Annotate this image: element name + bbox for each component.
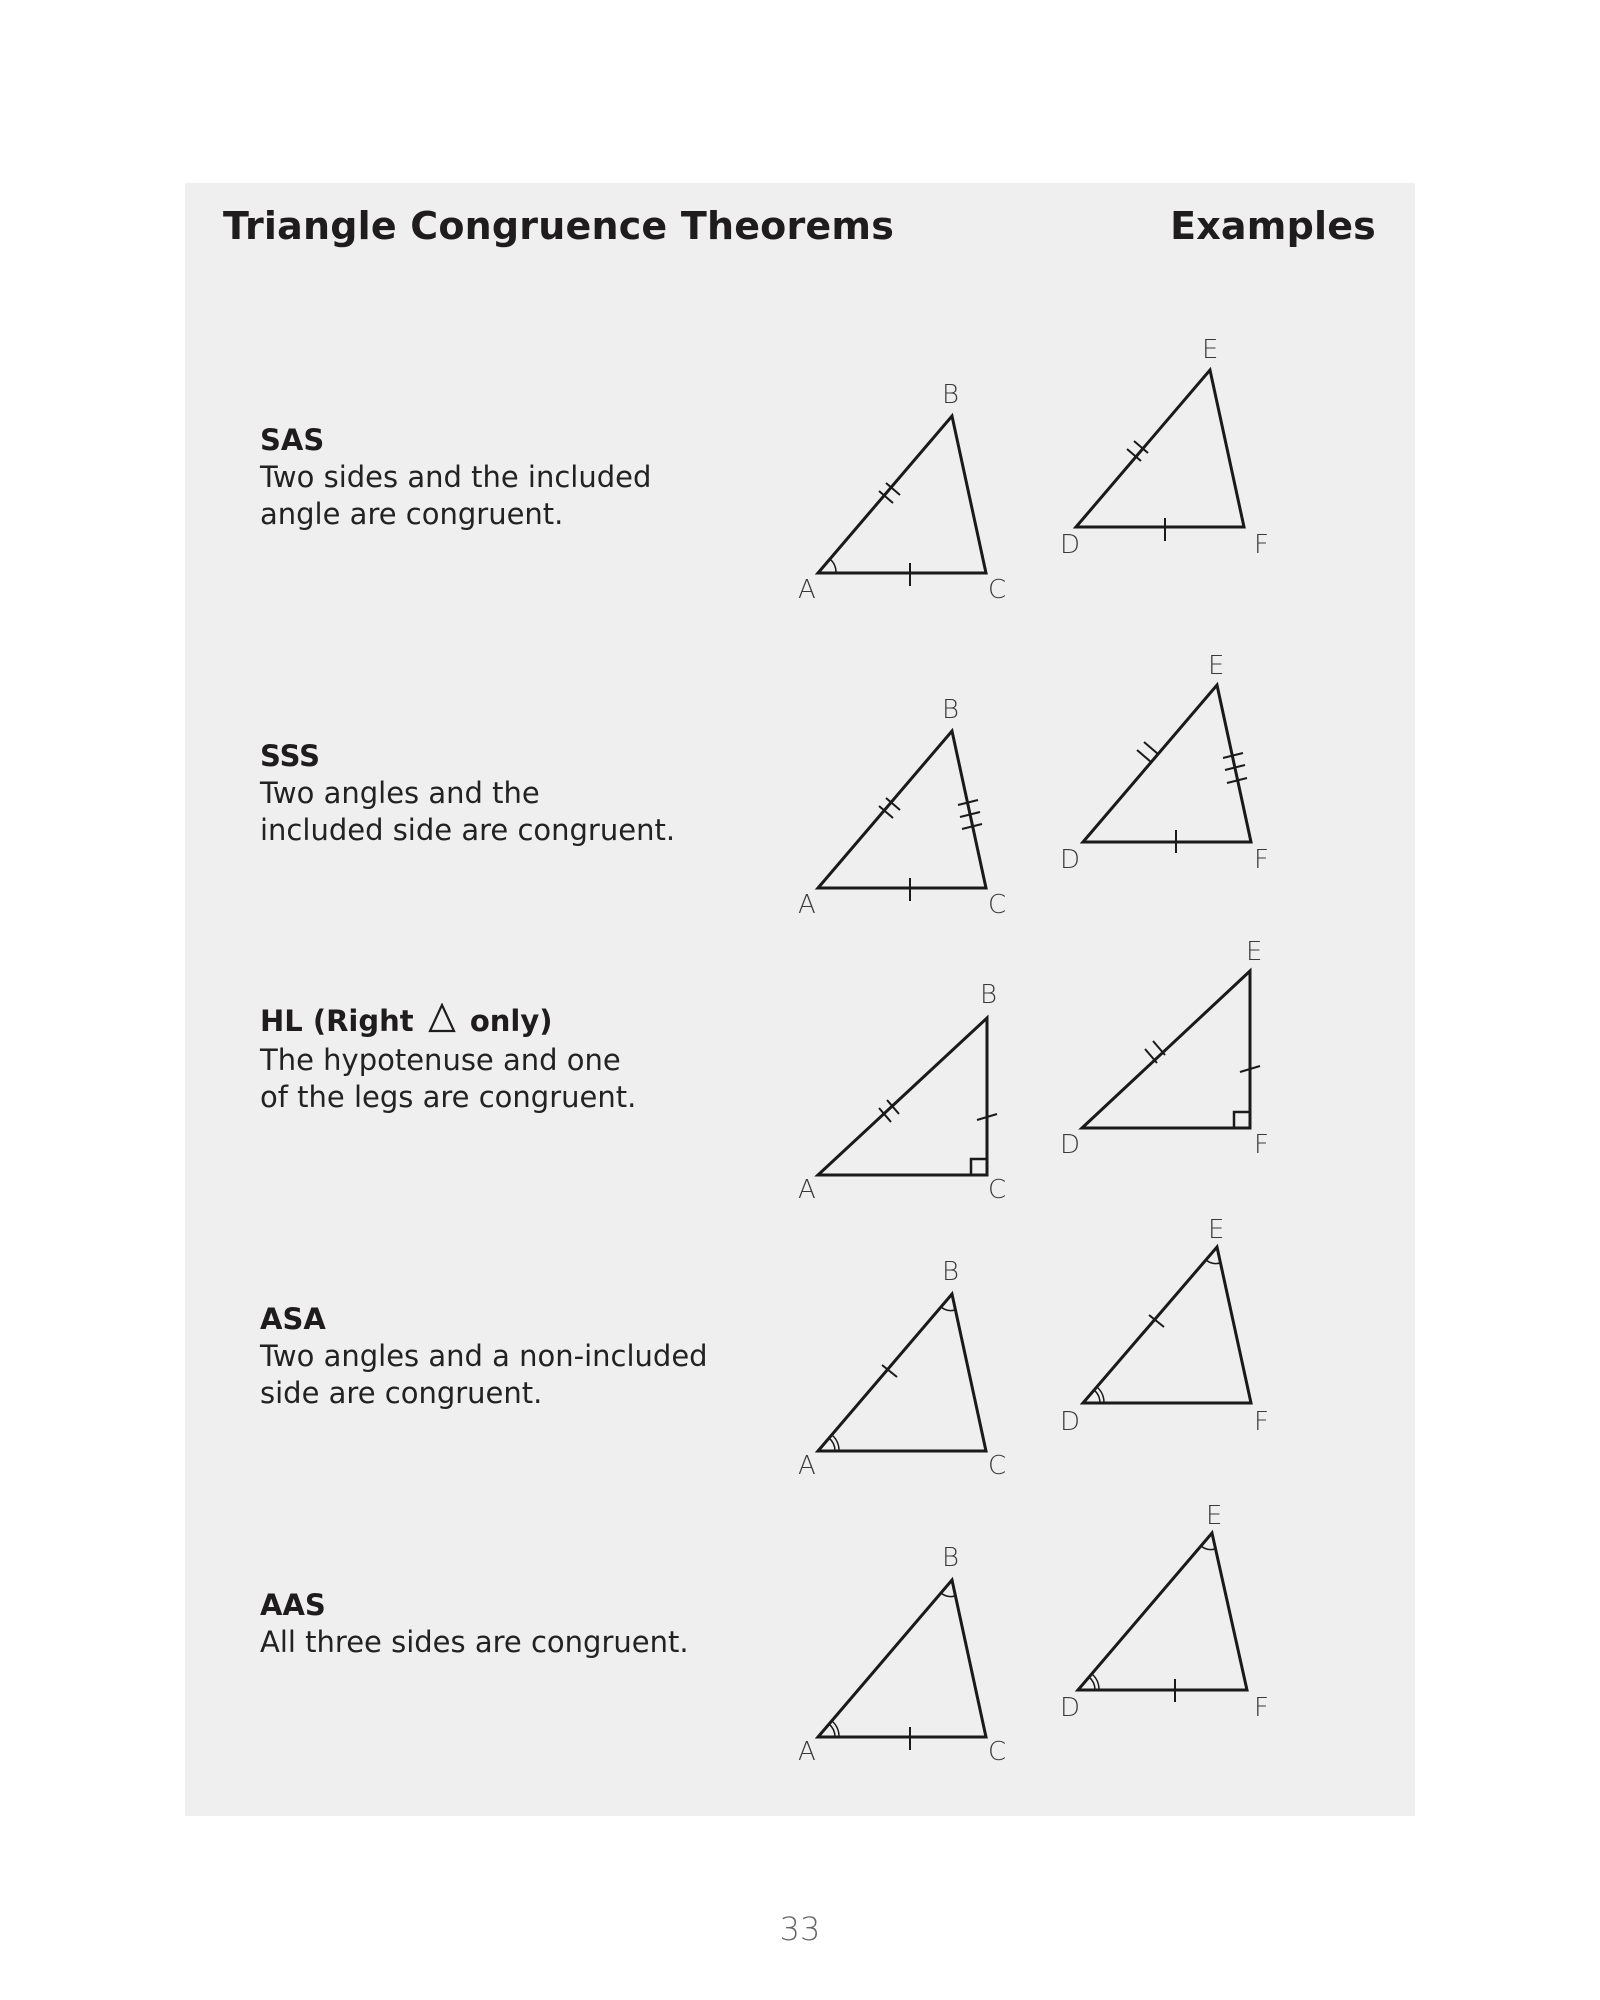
vertex-label-b: B <box>942 380 960 410</box>
vertex-label-a: A <box>798 1175 816 1205</box>
theorem-name-prefix: HL (Right <box>260 1004 414 1038</box>
vertex-label-c: C <box>988 1737 1007 1767</box>
vertex-label-d: D <box>1060 1130 1081 1160</box>
vertex-label-d: D <box>1060 1407 1081 1437</box>
vertex-label-f: F <box>1254 1693 1269 1723</box>
triangle-abc-sas <box>818 416 986 586</box>
theorem-desc-line: All three sides are congruent. <box>260 1625 689 1659</box>
vertex-label-b: B <box>942 1543 960 1573</box>
triangle-def-hl <box>1082 971 1260 1128</box>
triangle-def-aas <box>1078 1533 1247 1702</box>
vertex-label-c: C <box>988 1175 1007 1205</box>
theorem-desc-line: Two sides and the included <box>260 460 652 494</box>
vertex-label-e: E <box>1206 1501 1223 1531</box>
page-number: 33 <box>779 1910 821 1948</box>
vertex-label-e: E <box>1246 937 1263 967</box>
vertex-label-a: A <box>798 1737 816 1767</box>
theorem-name: SSS <box>260 739 321 773</box>
vertex-label-e: E <box>1202 335 1219 365</box>
vertex-label-d: D <box>1060 845 1081 875</box>
examples-heading: Examples <box>1170 204 1376 248</box>
vertex-label-a: A <box>798 575 816 605</box>
theorem-desc-line: Two angles and a non-included <box>260 1339 708 1373</box>
vertex-label-b: B <box>942 695 960 725</box>
triangle-abc-hl <box>818 1018 997 1175</box>
theorem-desc-line: of the legs are congruent. <box>260 1080 637 1114</box>
page-title: Triangle Congruence Theorems <box>223 204 895 248</box>
vertex-label-b: B <box>980 980 998 1010</box>
vertex-label-a: A <box>798 890 816 920</box>
theorem-desc-line: The hypotenuse and one <box>260 1043 621 1077</box>
theorem-desc-line: included side are congruent. <box>260 813 676 847</box>
vertex-label-d: D <box>1060 1693 1081 1723</box>
triangle-abc-sss <box>818 731 986 901</box>
theorem-desc-line: Two angles and the <box>260 776 540 810</box>
vertex-label-f: F <box>1254 1130 1269 1160</box>
vertex-label-e: E <box>1208 1215 1225 1245</box>
vertex-label-d: D <box>1060 530 1081 560</box>
theorem-desc-line: side are congruent. <box>260 1376 543 1410</box>
vertex-label-f: F <box>1254 530 1269 560</box>
theorem-name-suffix: only) <box>469 1004 553 1038</box>
vertex-label-c: C <box>988 1451 1007 1481</box>
vertex-label-c: C <box>988 575 1007 605</box>
vertex-label-e: E <box>1208 651 1225 681</box>
vertex-label-f: F <box>1254 1407 1269 1437</box>
theorem-name: ASA <box>260 1302 326 1336</box>
vertex-label-b: B <box>942 1257 960 1287</box>
triangle-abc-aas <box>818 1580 986 1750</box>
triangle-abc-asa <box>818 1294 986 1451</box>
theorem-name: SAS <box>260 423 325 457</box>
triangle-def-sss <box>1083 685 1251 853</box>
theorem-desc-line: angle are congruent. <box>260 497 564 531</box>
vertex-label-a: A <box>798 1451 816 1481</box>
vertex-label-f: F <box>1254 845 1269 875</box>
theorem-name: AAS <box>260 1588 326 1622</box>
triangle-def-asa <box>1083 1247 1251 1403</box>
triangle-def-sas <box>1076 370 1244 541</box>
vertex-label-c: C <box>988 890 1007 920</box>
